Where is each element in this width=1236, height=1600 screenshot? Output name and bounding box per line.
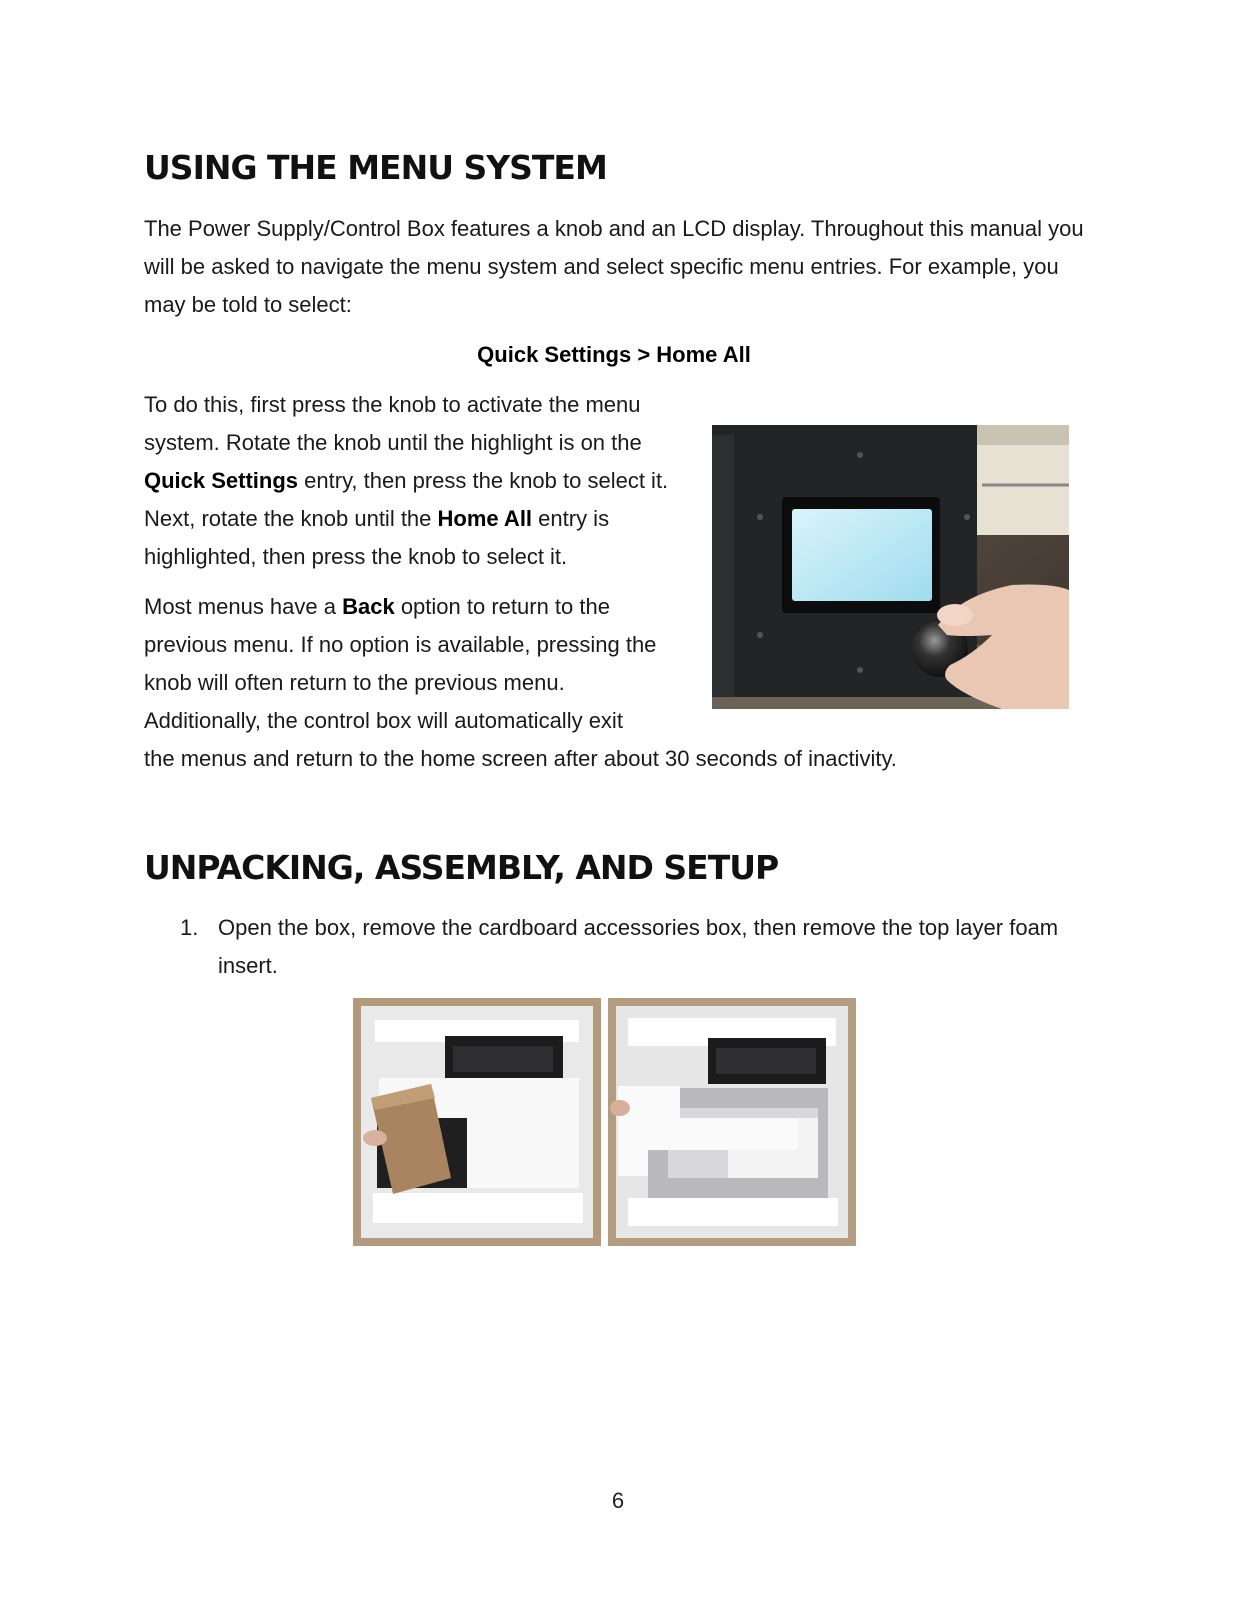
step-text: Open the box, remove the cardboard accessories box, then remove the top layer foam insert. (218, 915, 1059, 978)
section-heading-menu-system: USING THE MENU SYSTEM (144, 148, 607, 187)
unboxing-photo-left (353, 998, 601, 1246)
text-span: entry, then press the knob to select it. Next, rotate the knob until the (144, 468, 669, 531)
text-span: Most menus have a (144, 594, 343, 619)
bold-quick-settings: Quick Settings (144, 468, 299, 493)
unboxing-photo-right (608, 998, 856, 1246)
text-span: option to return to the previous menu. If no option is available, pressing the knob will often return to the previous menu. Additionally, the control box will automatically exit (144, 594, 657, 733)
back-option-paragraph (144, 588, 676, 740)
back-option-paragraph-continued: the menus and return to the home screen after about 30 seconds of inactivity. (144, 746, 897, 771)
page-number: 6 (611, 1488, 625, 1513)
text-span: To do this, first press the knob to activate the menu system. Rotate the knob until the highlight is on the (144, 392, 642, 455)
control-box-photo (712, 425, 1069, 709)
knob-instructions-paragraph (144, 386, 692, 576)
text-span: entry is highlighted, then press the knob to select it. (144, 506, 610, 569)
menu-path-example: Quick Settings > Home All (477, 342, 751, 367)
bold-home-all: Home All (437, 506, 533, 531)
step-number: 1. (180, 915, 199, 940)
bold-back: Back (342, 594, 395, 619)
intro-paragraph: The Power Supply/Control Box features a knob and an LCD display. Throughout this manual you will be asked to navigate the menu system and select specific menu entries. For example, you may be told to select: (144, 216, 1084, 317)
section-heading-unpacking: UNPACKING, ASSEMBLY, AND SETUP (144, 848, 779, 887)
